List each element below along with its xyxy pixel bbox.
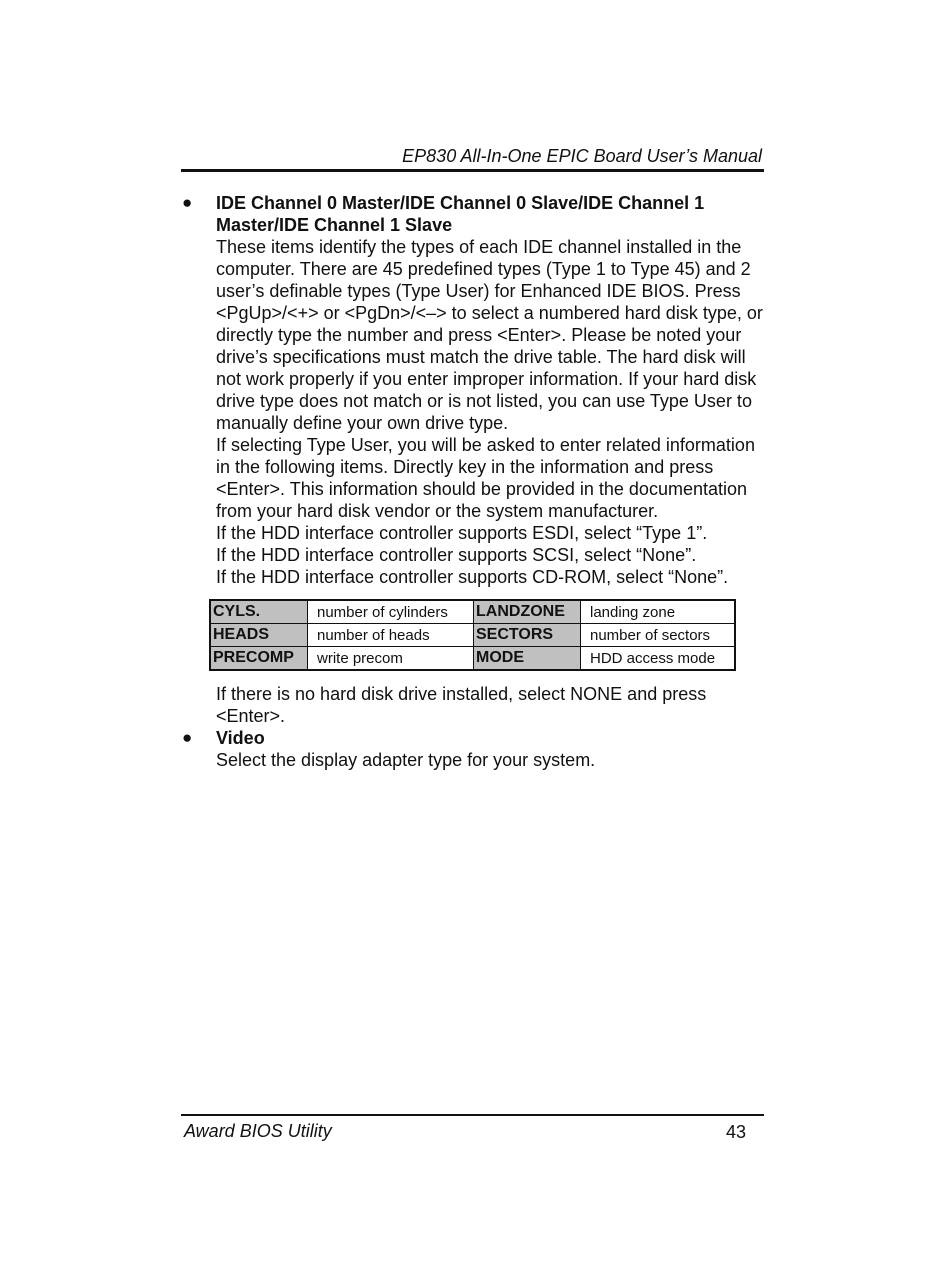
ide-channel-item (181, 192, 764, 727)
manual-title: EP830 All-In-One EPIC Board User’s Manual (402, 146, 762, 166)
page-header (181, 144, 764, 172)
video-item (181, 727, 764, 771)
video-description: Select the display adapter type for your system. (216, 750, 596, 770)
table-cell-value: landing zone (581, 600, 736, 624)
table-cell-value: number of cylinders (308, 600, 474, 624)
table-cell-key: CYLS. (210, 600, 308, 624)
page-footer (181, 1114, 764, 1142)
no-drive-note: If there is no hard disk drive installed, select NONE and press <Enter>. (216, 684, 707, 726)
type-user-description: If selecting Type User, you will be asked to enter related information in the following items. Directly key in the information and press <Enter>. This information should be provided in the documentation from your hard disk vendor or the system manufacturer. (216, 435, 755, 521)
ide-description: These items identify the types of each IDE channel installed in the computer. There are 45 predefined types (Type 1 to Type 45) and 2 user’s definable types (Type User) for Enhanced IDE BIOS. Press <PgUp>/<+> or <PgDn>/<–> to select a numbered hard disk type, or directly type the number and press <Enter>. Please be noted your drive’s specifications must match the drive table. The hard disk will not work properly if you enter improper information. If your hard disk drive type does not match or is not listed, you can use Type User to manually define your own drive type. (216, 237, 763, 433)
bullet-icon: ● (182, 728, 193, 747)
video-title: Video (216, 728, 265, 748)
ide-channel-title: IDE Channel 0 Master/IDE Channel 0 Slave/IDE Channel 1 Master/IDE Channel 1 Slave (216, 193, 705, 235)
table-cell-key: SECTORS (474, 624, 581, 647)
scsi-note: If the HDD interface controller supports SCSI, select “None”. (216, 545, 697, 565)
table-cell-key: PRECOMP (210, 647, 308, 671)
chapter-title: Award BIOS Utility (184, 1121, 332, 1141)
table-cell-value: HDD access mode (581, 647, 736, 671)
table-row (210, 647, 735, 671)
table-cell-key: LANDZONE (474, 600, 581, 624)
cdrom-note: If the HDD interface controller supports CD-ROM, select “None”. (216, 567, 729, 587)
page-content (181, 192, 764, 771)
drive-parameters-table-wrap (209, 599, 764, 671)
esdi-note: If the HDD interface controller supports ESDI, select “Type 1”. (216, 523, 708, 543)
table-cell-value: number of heads (308, 624, 474, 647)
page-number: 43 (725, 1122, 746, 1142)
drive-parameters-table (209, 599, 736, 671)
table-cell-value: write precom (308, 647, 474, 671)
bullet-icon: ● (182, 193, 193, 212)
table-row (210, 600, 735, 624)
table-cell-value: number of sectors (581, 624, 736, 647)
table-cell-key: MODE (474, 647, 581, 671)
table-row (210, 624, 735, 647)
table-cell-key: HEADS (210, 624, 308, 647)
